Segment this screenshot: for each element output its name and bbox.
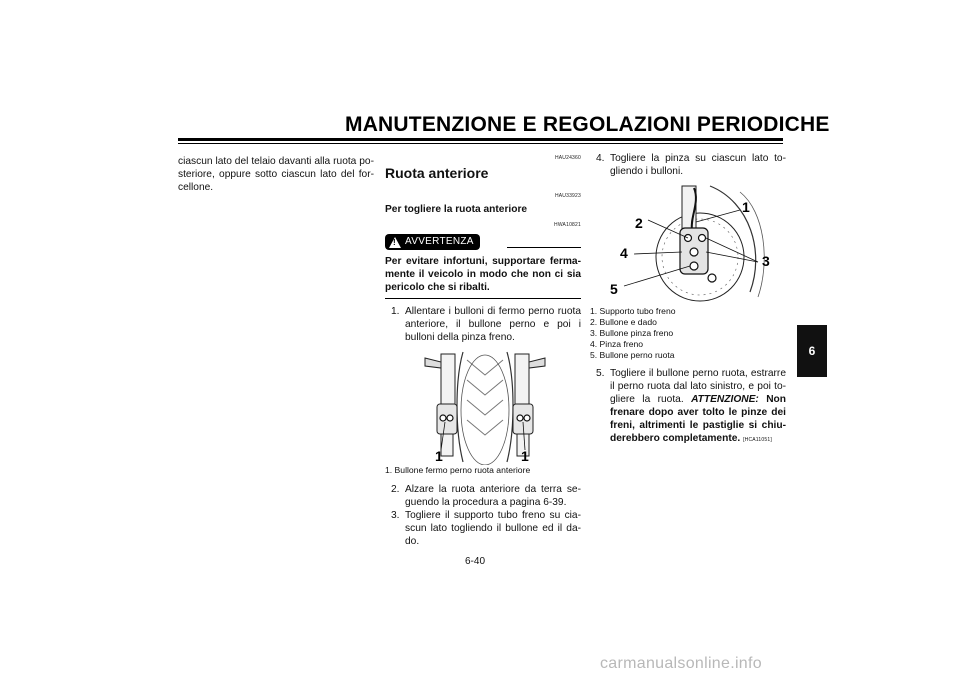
figure-legend [590,306,786,361]
warning-icon [389,237,401,248]
chapter-tab: 6 [797,325,827,377]
figure-label: 2 [635,215,643,231]
front-wheel-figure [385,350,581,465]
step-4 [590,152,786,178]
section-title: Ruota anteriore [385,165,489,181]
warning-bottom-rule [385,298,581,299]
step-number: 1. [391,306,400,317]
caution-text: Non frenare dopo aver tolto le pinze dei freni, altrimenti le pastiglie si chiu-derebbero completamente. [610,394,787,444]
step-text: Togliere la pinza su ciascun lato to-gliendo i bulloni. [610,153,786,177]
figure-label: 5 [610,281,618,297]
figure-caption: 1. Bullone fermo perno ruota anteriore [385,465,531,475]
legend-item: 5. Bullone perno ruota [590,350,675,360]
caution-code: [HCA11051] [743,437,772,443]
caution-label: ATTENZIONE: [691,394,759,405]
step-number: 5. [596,368,605,379]
figure-label: 3 [762,253,770,269]
step-number: 4. [596,153,605,164]
step-text: Togliere il bullone perno ruota, estrarre il perno ruota dal lato sinistro, e poi to-gliere la ruota. [610,368,786,405]
figure-label: 4 [620,245,628,261]
step-text: Togliere il supporto tubo freno su cia-scun lato togliendo il bullone ed il da-do. [405,510,581,547]
step-number: 3. [391,510,400,521]
step-text: Alzare la ruota anteriore da terra se-guendo la procedura a pagina 6-39. [405,484,581,508]
subsection-code: HAU33923 [554,193,581,199]
column-left [178,155,374,194]
step-number: 2. [391,484,400,495]
legend-item: 3. Bullone pinza freno [590,328,674,338]
warning-rule [507,247,581,248]
page-number: 6-40 [465,556,486,567]
step-5 [590,367,786,447]
legend-item: 4. Pinza freno [590,339,644,349]
brake-caliper-figure [590,182,786,302]
page-title: MANUTENZIONE E REGOLAZIONI PERIODICHE [345,113,830,136]
warning-code: HWA10821 [554,222,581,228]
step-1 [385,305,581,344]
header-rule [178,138,783,141]
column-right [590,152,786,447]
warning-badge [385,234,480,250]
figure-label: 1 [435,448,443,464]
step-text: Allentare i bulloni di fermo perno ruota anteriore, il bullone perno e poi i bulloni della pinza freno. [405,306,581,343]
legend-item: 1. Supporto tubo freno [590,306,676,316]
warning-text: Per evitare infortuni, supportare ferma-mente il veicolo in modo che non ci sia pericolo che si ribalti. [385,256,581,293]
step-3 [385,509,581,548]
warning-label: AVVERTENZA [405,236,474,247]
subsection-title: Per togliere la ruota anteriore [385,204,528,215]
intro-paragraph: ciascun lato del telaio davanti alla ruota po-steriore, oppure sotto ciascun lato del for-cellone. [178,156,374,193]
watermark: carmanualsonline.info [600,655,762,672]
figure-label: 1 [742,199,750,215]
header-rule-thin [178,143,783,144]
figure-label: 1 [521,448,529,464]
section-code: HAU24360 [554,155,581,161]
warning-header [385,234,581,252]
step-2 [385,483,581,509]
column-middle [385,152,581,548]
legend-item: 2. Bullone e dado [590,317,657,327]
